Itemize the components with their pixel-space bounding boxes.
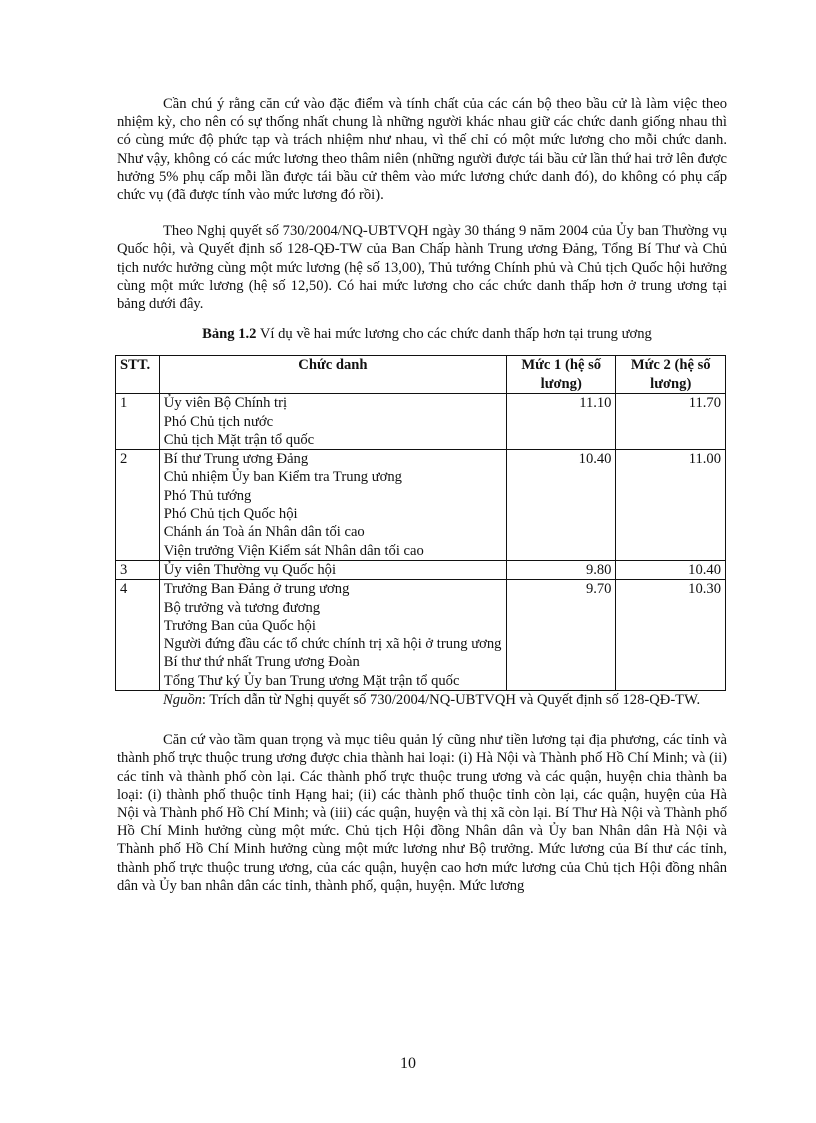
salary-table	[115, 355, 726, 691]
table-row	[116, 450, 726, 561]
title-line: Trưởng Ban Đảng ở trung ương	[163, 581, 350, 598]
table-caption-label: Bảng 1.2	[202, 326, 257, 343]
table-header-row	[116, 356, 726, 394]
row-level1: 10.40	[507, 450, 616, 561]
source-text: : Trích dẫn từ Nghị quyết số 730/2004/NQ-UBTVQH và Quyết định số 128-QĐ-TW.	[201, 691, 701, 708]
row-level2: 10.40	[616, 560, 726, 579]
source-label: Nguồn	[163, 691, 202, 708]
title-line: Phó Thủ tướng	[163, 487, 252, 504]
header-level1: Mức 1 (hệ số lương)	[507, 356, 616, 394]
row-titles	[159, 450, 506, 561]
title-line: Ủy viên Bộ Chính trị	[163, 395, 288, 412]
row-level1: 9.80	[507, 560, 616, 579]
title-line: Chánh án Toà án Nhân dân tối cao	[163, 524, 365, 541]
title-line: Bộ trưởng và tương đương	[163, 599, 321, 616]
title-line: Phó Chủ tịch nước	[163, 413, 274, 430]
title-line: Tổng Thư ký Ủy ban Trung ương Mặt trận tổ quốc	[163, 672, 460, 689]
title-line: Ủy viên Thường vụ Quốc hội	[163, 561, 337, 578]
header-level2: Mức 2 (hệ số lương)	[616, 356, 726, 394]
title-line: Người đứng đầu các tổ chức chính trị xã hội ở trung ương	[163, 636, 502, 653]
row-stt: 1	[116, 394, 160, 450]
header-title: Chức danh	[159, 356, 506, 394]
table-row	[116, 560, 726, 579]
row-stt: 3	[116, 560, 160, 579]
paragraph-resolution-730: Theo Nghị quyết số 730/2004/NQ-UBTVQH ngày 30 tháng 9 năm 2004 của Ủy ban Thường vụ Quốc hội, và Quyết định số 128-QĐ-TW của Ban Chấp hành Trung ương Đảng, Tổng Bí Thư và Chủ tịch nước hưởng cùng một mức lương (hệ số 13,00), Thủ tướng Chính phủ và Chủ tịch Quốc hội hưởng cùng một mức lương (hệ số 12,50). Có hai mức lương cho các chức danh thấp hơn ở trung ương tại bảng dưới đây.	[117, 223, 727, 313]
document-page	[117, 95, 727, 895]
table-row	[116, 394, 726, 450]
row-level2: 11.70	[616, 394, 726, 450]
header-stt: STT.	[116, 356, 160, 394]
page-number: 10	[400, 1055, 416, 1072]
row-stt: 4	[116, 580, 160, 691]
row-titles	[159, 394, 506, 450]
title-line: Phó Chủ tịch Quốc hội	[163, 506, 298, 523]
title-line: Bí thư thứ nhất Trung ương Đoàn	[163, 654, 360, 671]
paragraph-local-salary: Căn cứ vào tầm quan trọng và mục tiêu quản lý cũng như tiền lương tại địa phương, các tỉnh và thành phố trực thuộc trung ương được chia thành hai loại: (i) Hà Nội và Thành phố Hồ Chí Minh; và (ii) các tỉnh và thành phố còn lại. Các thành phố trực thuộc trung ương và các quận, huyện chia thành ba loại: (i) thành phố thuộc tỉnh Hạng hai; (ii) các thành phố thuộc tỉnh còn lại, các quận, huyện của Hà Nội và Thành phố Hồ Chí Minh; và (iii) các quận, huyện và thị xã còn lại. Bí Thư Hà Nội và Thành phố Hồ Chí Minh hưởng cùng một mức. Chủ tịch Hội đồng Nhân dân và Ủy ban Nhân dân Hà Nội và Thành phố Hồ Chí Minh hưởng cùng một mức lương như Bộ trưởng. Mức lương của Bí thư các tỉnh, thành phố trực thuộc trung ương, của các quận, huyện cao hơn mức lương của Chủ tịch Hội đồng nhân dân và Ủy ban nhân dân các tỉnh, thành phố, quận, huyện. Mức lương	[117, 732, 727, 894]
title-line: Viện trưởng Viện Kiểm sát Nhân dân tối cao	[163, 542, 424, 559]
table-caption	[117, 325, 727, 343]
row-level2: 11.00	[616, 450, 726, 561]
title-line: Chủ tịch Mặt trận tổ quốc	[163, 431, 315, 448]
table-source	[117, 691, 727, 709]
paragraph-salary-principle: Cần chú ý rằng căn cứ vào đặc điểm và tính chất của các cán bộ theo bầu cử là làm việc theo nhiệm kỳ, cho nên có sự thống nhất chung là những người khác nhau giữ các chức danh giống nhau thì có cùng mức độ phức tạp và trách nhiệm như nhau, vì thế chỉ có một mức lương cho mỗi chức danh. Như vậy, không có các mức lương theo thâm niên (những người được tái bầu cử lần thứ hai trở lên được hưởng 5% phụ cấp mỗi lần được tái bầu cử thêm vào mức lương chức danh đó), do không có phụ cấp chức vụ (đã được tính vào mức lương đó rồi).	[117, 96, 727, 204]
row-titles	[159, 580, 506, 691]
row-level2: 10.30	[616, 580, 726, 691]
table-caption-text: Ví dụ về hai mức lương cho các chức danh thấp hơn tại trung ương	[256, 326, 652, 343]
row-stt: 2	[116, 450, 160, 561]
table-row	[116, 580, 726, 691]
row-level1: 9.70	[507, 580, 616, 691]
row-titles	[159, 560, 506, 579]
title-line: Bí thư Trung ương Đảng	[163, 451, 309, 468]
row-level1: 11.10	[507, 394, 616, 450]
title-line: Chủ nhiệm Ủy ban Kiểm tra Trung ương	[163, 469, 402, 486]
title-line: Trưởng Ban của Quốc hội	[163, 617, 316, 634]
